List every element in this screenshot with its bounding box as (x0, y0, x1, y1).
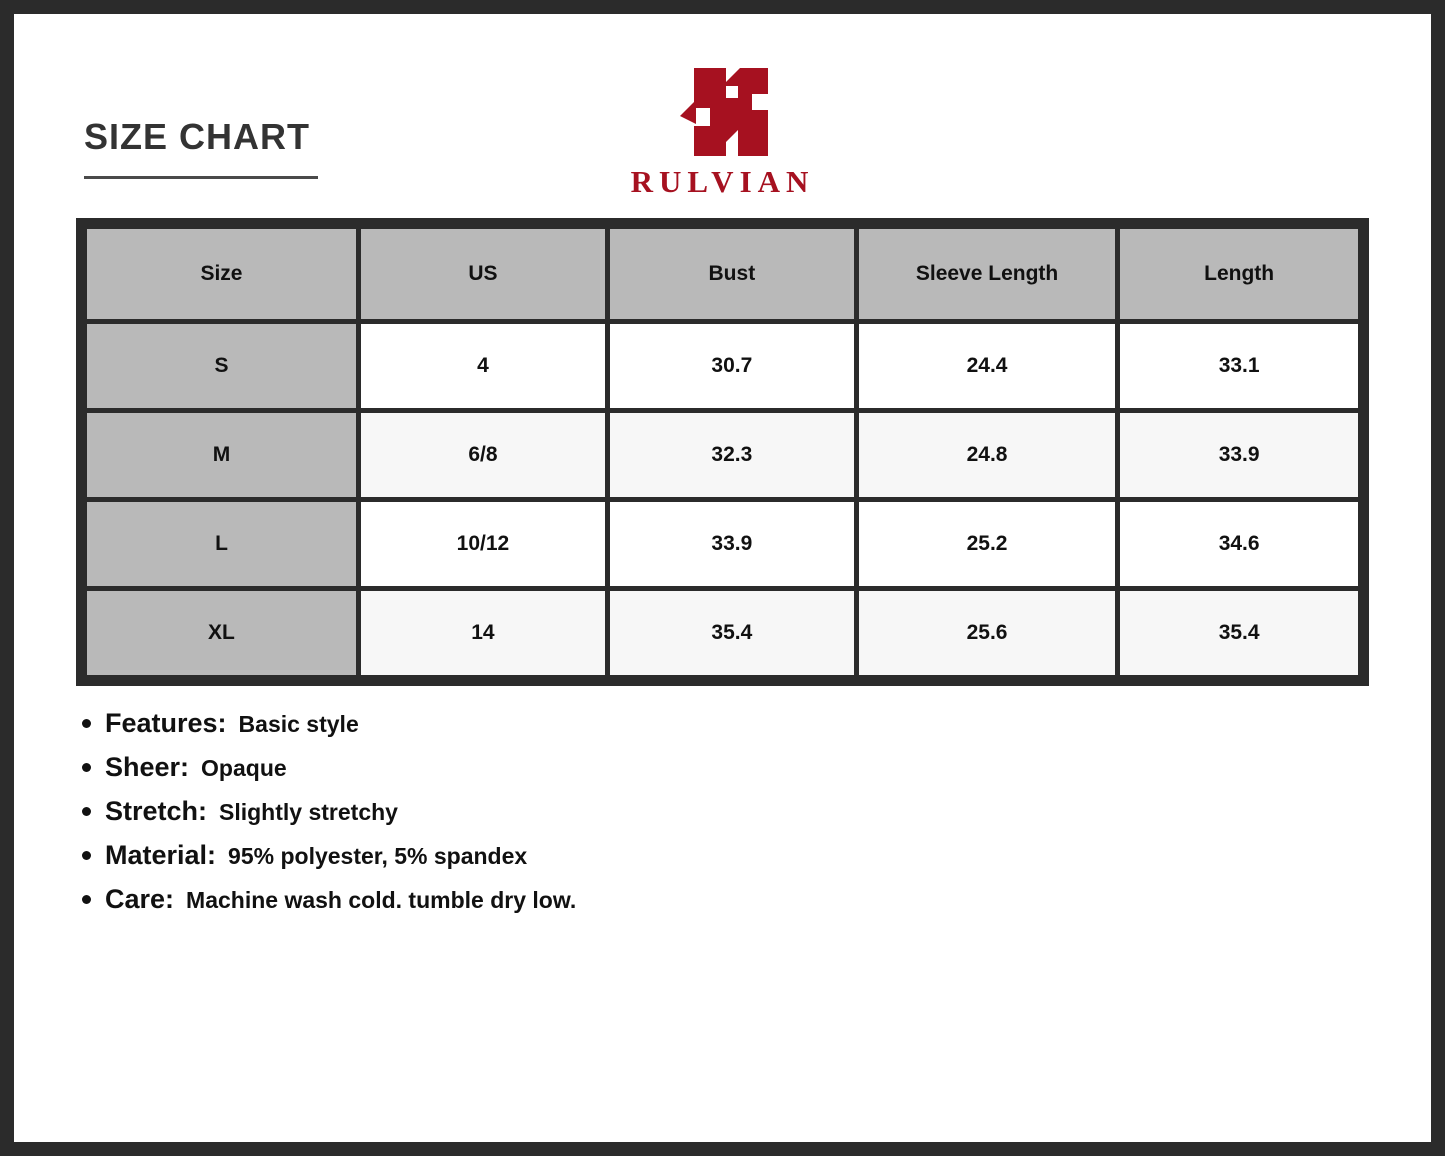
list-item (82, 840, 1369, 871)
table-row (87, 591, 1358, 675)
cell-sleeve: 25.6 (859, 591, 1115, 675)
cell-size: S (87, 324, 356, 408)
size-table (82, 224, 1363, 680)
cell-length: 35.4 (1120, 591, 1358, 675)
column-header-length: Length (1120, 229, 1358, 319)
note-label: Care: (105, 884, 175, 914)
note-value: Slightly stretchy (219, 799, 398, 825)
list-item (82, 796, 1369, 827)
note-label: Material: (105, 840, 217, 870)
cell-sleeve: 24.8 (859, 413, 1115, 497)
table-row (87, 413, 1358, 497)
bullet-icon (82, 851, 91, 860)
bullet-icon (82, 719, 91, 728)
bullet-icon (82, 763, 91, 772)
bullet-icon (82, 895, 91, 904)
note-value: Opaque (201, 755, 287, 781)
brand-block (563, 64, 883, 200)
list-item (82, 884, 1369, 915)
cell-size: M (87, 413, 356, 497)
product-notes (76, 708, 1369, 915)
cell-length: 34.6 (1120, 502, 1358, 586)
cell-us: 6/8 (361, 413, 605, 497)
cell-us: 10/12 (361, 502, 605, 586)
rulvian-r-logo-icon (664, 64, 782, 160)
cell-size: XL (87, 591, 356, 675)
cell-us: 14 (361, 591, 605, 675)
note-value: 95% polyester, 5% spandex (228, 843, 528, 869)
cell-bust: 33.9 (610, 502, 854, 586)
column-header-size: Size (87, 229, 356, 319)
list-item (82, 708, 1369, 739)
note-label: Features: (105, 708, 227, 738)
bullet-icon (82, 807, 91, 816)
list-item (82, 752, 1369, 783)
table-header-row (87, 229, 1358, 319)
cell-bust: 35.4 (610, 591, 854, 675)
note-label: Stretch: (105, 796, 208, 826)
cell-length: 33.1 (1120, 324, 1358, 408)
cell-us: 4 (361, 324, 605, 408)
cell-sleeve: 25.2 (859, 502, 1115, 586)
cell-sleeve: 24.4 (859, 324, 1115, 408)
size-table-container (76, 218, 1369, 686)
table-row (87, 324, 1358, 408)
title-underline (84, 176, 318, 179)
cell-length: 33.9 (1120, 413, 1358, 497)
page-content (14, 14, 1431, 1142)
table-row (87, 502, 1358, 586)
column-header-sleeve-length: Sleeve Length (859, 229, 1115, 319)
cell-bust: 32.3 (610, 413, 854, 497)
note-value: Basic style (238, 711, 359, 737)
page-title: SIZE CHART (84, 116, 310, 157)
column-header-bust: Bust (610, 229, 854, 319)
header (76, 58, 1369, 208)
column-header-us: US (361, 229, 605, 319)
brand-name: RULVIAN (630, 164, 815, 199)
cell-bust: 30.7 (610, 324, 854, 408)
cell-size: L (87, 502, 356, 586)
title-block (84, 116, 318, 179)
note-label: Sheer: (105, 752, 190, 782)
note-value: Machine wash cold. tumble dry low. (186, 887, 577, 913)
